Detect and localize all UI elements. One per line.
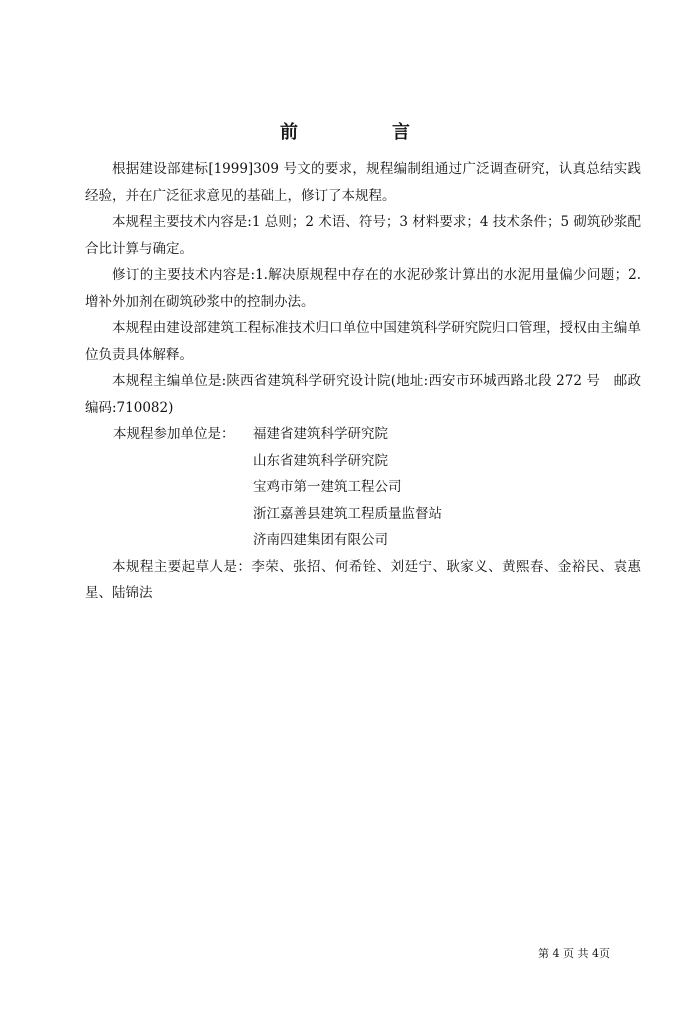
- participants-label: 本规程参加单位是：: [113, 426, 235, 442]
- paragraph-drafters: 本规程主要起草人是：李荣、张招、何希铨、刘廷宁、耿家义、黄熙春、金裕民、袁惠星、陆锦法: [85, 558, 641, 601]
- participant-row: [85, 474, 641, 501]
- document-body: [85, 156, 641, 607]
- participant-unit: 福建省建筑科学研究院: [253, 426, 388, 442]
- paragraph-basis: 根据建设部建标[1999]309 号文的要求，规程编制组通过广泛调查研究，认真总结实践经验，并在广泛征求意见的基础上，修订了本规程。: [85, 161, 641, 204]
- participant-row: [85, 501, 641, 528]
- participant-unit: 济南四建集团有限公司: [253, 532, 388, 548]
- page-number: 第 4 页 共 4页: [538, 947, 610, 960]
- paragraph-management: 本规程由建设部建筑工程标准技术归口单位中国建筑科学研究院归口管理，授权由主编单位负责具体解释。: [85, 320, 641, 363]
- participant-row: [85, 421, 641, 448]
- paragraph-revision-content: 修订的主要技术内容是:1.解决原规程中存在的水泥砂浆计算出的水泥用量偏少问题；2.增补外加剂在砌筑砂浆中的控制办法。: [85, 267, 641, 310]
- participant-unit: 宝鸡市第一建筑工程公司: [253, 479, 402, 495]
- participating-units: [85, 421, 641, 554]
- page-title: 前 言: [280, 122, 448, 143]
- paragraph-main-content: 本规程主要技术内容是:1 总则；2 术语、符号；3 材料要求；4 技术条件；5 砌筑砂浆配合比计算与确定。: [85, 214, 641, 257]
- paragraph-chief-editor: 本规程主编单位是:陕西省建筑科学研究设计院(地址:西安市环城西路北段 272 号 邮政编码:710082): [85, 373, 641, 416]
- participant-row: [85, 527, 641, 554]
- participant-unit: 浙江嘉善县建筑工程质量监督站: [253, 505, 442, 522]
- participant-unit: 山东省建筑科学研究院: [253, 452, 388, 469]
- participant-row: [85, 448, 641, 475]
